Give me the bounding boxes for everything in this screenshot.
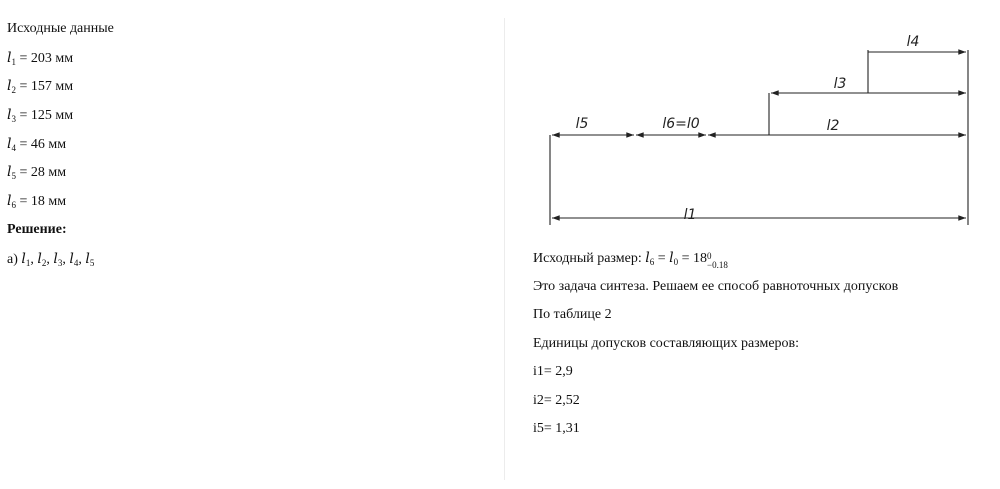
label-l4: l4	[906, 34, 920, 50]
tolerance-i2: i2= 2,52	[533, 392, 580, 408]
label-l2: l2	[826, 118, 840, 134]
right-column	[533, 247, 993, 447]
param-l6: $l_6 = 18$ мм	[7, 193, 67, 211]
param-l4: $l_4 = 46$ мм	[7, 135, 67, 153]
dimension-chain-diagram	[540, 25, 980, 230]
source-data-title: Исходные данные	[7, 21, 114, 36]
param-l3: $l_3 = 125$ мм	[7, 107, 74, 125]
label-l3: l3	[833, 76, 847, 92]
label-l1: l1	[683, 207, 697, 223]
tolerance-i5: i5= 1,31	[533, 421, 580, 436]
label-l6-l0: l6=l0	[662, 116, 700, 132]
source-size-line: Исходный размер: $l_6 = l_0 = 18$ 0 −0.18	[533, 250, 728, 270]
item-a: а) $l_1$, $l_2$, $l_3$, $l_4$, $l_5$	[7, 250, 95, 268]
solution-label: Решение:	[7, 221, 67, 237]
param-l2: $l_2 = 157$ мм	[7, 78, 74, 96]
param-l1: $l_1 = 203$ мм	[7, 49, 74, 67]
tolerance-i1: i1= 2,9	[533, 364, 573, 379]
label-l5: l5	[575, 116, 589, 132]
column-divider	[504, 18, 505, 480]
synthesis-task-text: Это задача синтеза. Решаем ее способ равноточных допусков	[533, 278, 899, 294]
left-column	[7, 18, 487, 276]
param-l5: $l_5 = 28$ мм	[7, 164, 67, 182]
tolerance-units-heading: Единицы допусков составляющих размеров:	[533, 335, 800, 351]
table-reference-text: По таблице 2	[533, 307, 612, 322]
